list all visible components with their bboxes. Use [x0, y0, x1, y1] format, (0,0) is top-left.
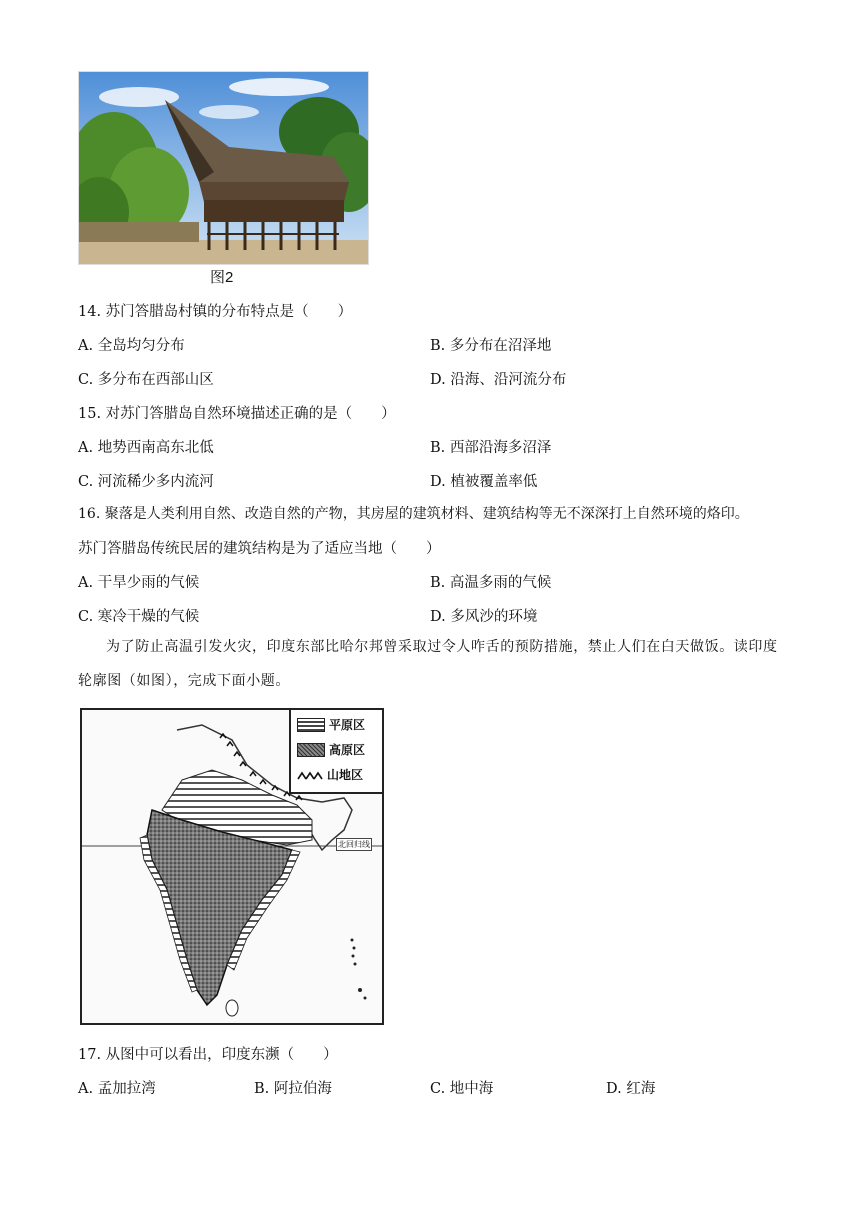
q17-option-a: A. 孟加拉湾 — [78, 1081, 156, 1097]
question-16-stem-line2: 苏门答腊岛传统民居的建筑结构是为了适应当地（ ） — [78, 541, 441, 557]
question-15-stem: 15. 对苏门答腊岛自然环境描述正确的是（ ） — [78, 406, 396, 422]
q15-option-d: D. 植被覆盖率低 — [430, 474, 538, 490]
figure-caption: 图2 — [210, 269, 234, 286]
q17-option-c: C. 地中海 — [430, 1081, 494, 1097]
india-outline-map — [80, 708, 384, 1025]
question-17-stem: 17. 从图中可以看出，印度东濒（ ） — [78, 1047, 338, 1063]
q14-option-d: D. 沿海、沿河流分布 — [430, 372, 567, 388]
q16-option-a: A. 干旱少雨的气候 — [78, 575, 200, 591]
q15-option-b: B. 西部沿海多沼泽 — [430, 440, 552, 456]
tropic-label: 北回归线 — [338, 840, 370, 849]
reading-passage: 为了防止高温引发火灾，印度东部比哈尔邦曾采取过令人咋舌的预防措施，禁止人们在白天做饭。读印度轮廓图（如图），完成下面小题。 — [78, 639, 778, 689]
question-16-stem-line1: 16. 聚落是人类利用自然、改造自然的产物，其房屋的建筑材料、建筑结构等无不深深打上自然环境的烙印。 — [78, 506, 749, 522]
q16-option-d: D. 多风沙的环境 — [430, 609, 538, 625]
q14-option-c: C. 多分布在西部山区 — [78, 372, 214, 388]
q16-option-c: C. 寒冷干燥的气候 — [78, 609, 200, 625]
legend-mountain: 山地区 — [297, 766, 363, 783]
q16-option-b: B. 高温多雨的气候 — [430, 575, 552, 591]
stilt-house-photo — [78, 71, 369, 265]
map-legend — [289, 710, 384, 794]
q17-option-d: D. 红海 — [606, 1081, 656, 1097]
mountain-icon — [297, 769, 323, 781]
plateau-swatch — [297, 743, 325, 757]
q15-option-a: A. 地势西南高东北低 — [78, 440, 214, 456]
q17-option-b: B. 阿拉伯海 — [254, 1081, 332, 1097]
plain-swatch — [297, 718, 325, 732]
q14-option-b: B. 多分布在沼泽地 — [430, 338, 552, 354]
q15-option-c: C. 河流稀少多内流河 — [78, 474, 214, 490]
legend-plain: 平原区 — [297, 716, 365, 733]
legend-plateau: 高原区 — [297, 741, 365, 758]
question-14-stem: 14. 苏门答腊岛村镇的分布特点是（ ） — [78, 304, 353, 320]
q14-option-a: A. 全岛均匀分布 — [78, 338, 185, 354]
